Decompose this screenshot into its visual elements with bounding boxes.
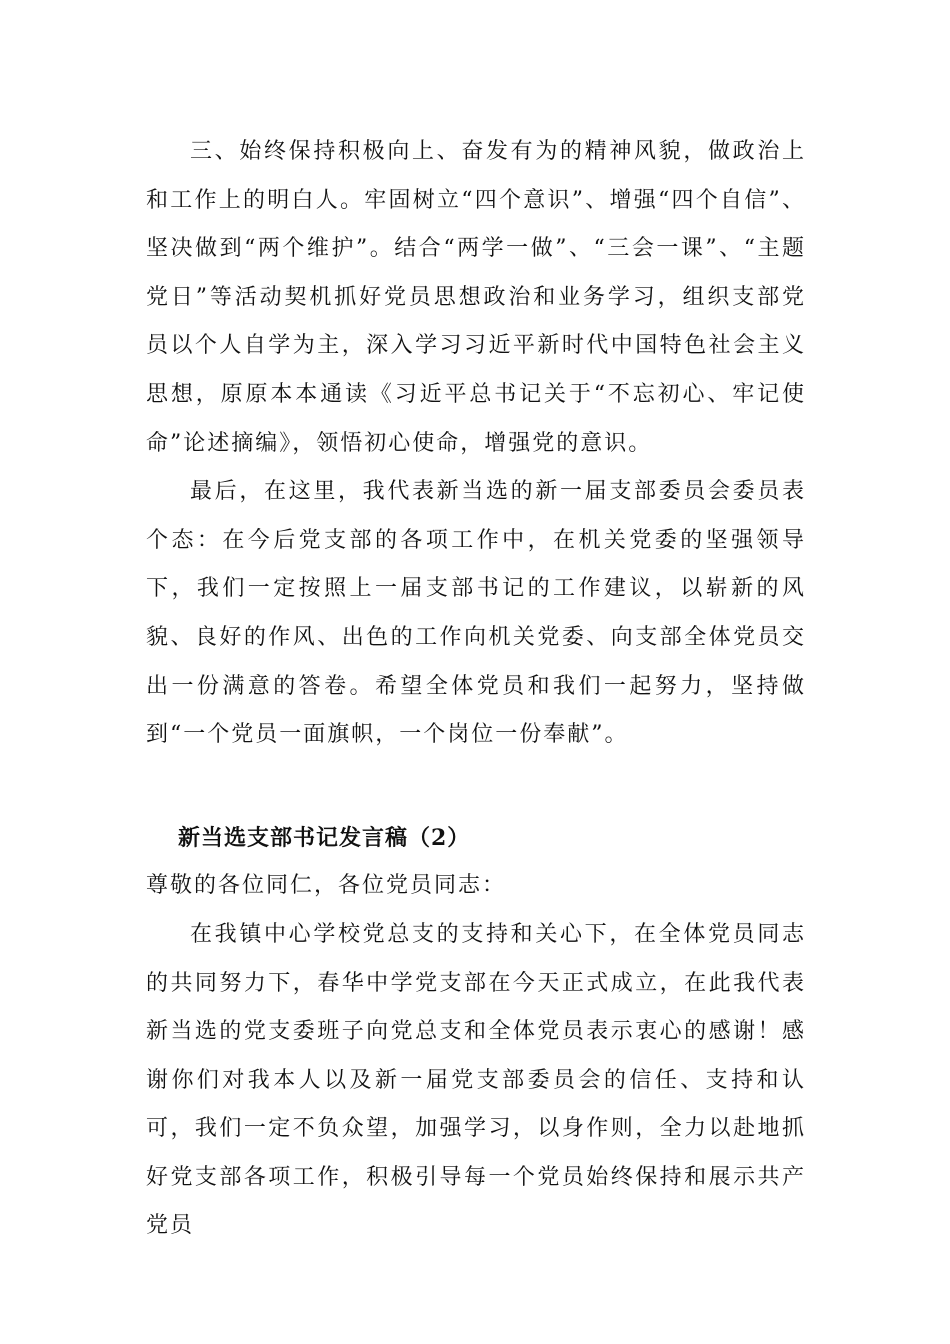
salutation: 尊敬的各位同仁，各位党员同志：: [146, 873, 507, 899]
paragraph-closing-statement: 最后，在这里，我代表新当选的新一届支部委员会委员表个态：在今后党支部的各项工作中，在机关党委的坚强领导下，我们一定按照上一届支部书记的工作建议，以崭新的风貌、良好的作风、出色的工作向机关党委、向支部全体党员交出一份满意的答卷。希望全体党员和我们一起努力，坚持做到“一个党员一面旗帜，一个岗位一份奉献”。: [146, 479, 806, 748]
paragraph-speech-opening: 在我镇中心学校党总支的支持和关心下，在全体党员同志的共同努力下，春华中学党支部在今天正式成立，在此我代表新当选的党支委班子向党总支和全体党员表示衷心的感谢！感谢你们对我本人以及新一届党支部委员会的信任、支持和认可，我们一定不负众望，加强学习，以身作则，全力以赴地抓好党支部各项工作，积极引导每一个党员始终保持和展示共产党员: [146, 921, 806, 1239]
document-body: [146, 128, 806, 1251]
paragraph-three-principle: 三、始终保持积极向上、奋发有为的精神风貌，做政治上和工作上的明白人。牢固树立“四个意识”、增强“四个自信”、坚决做到“两个维护”。结合“两学一做”、“三会一课”、“主题党日”等活动契机抓好党员思想政治和业务学习，组织支部党员以个人自学为主，深入学习习近平新时代中国特色社会主义思想，原原本本通读《习近平总书记关于“不忘初心、牢记使命”论述摘编》，领悟初心使命，增强党的意识。: [146, 139, 806, 456]
section-title: 新当选支部书记发言稿（2）: [178, 824, 471, 851]
